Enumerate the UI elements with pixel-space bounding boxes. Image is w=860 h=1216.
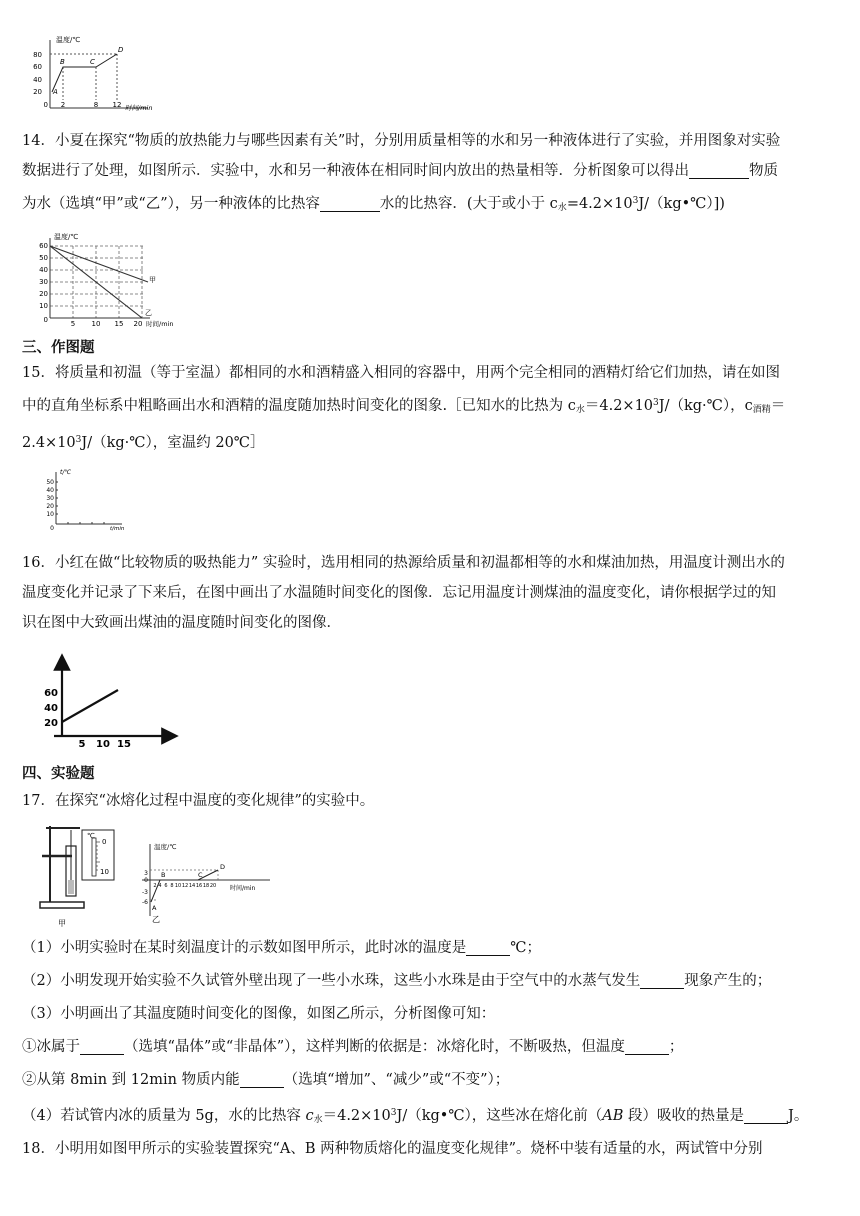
x-tick: 5: [78, 739, 86, 750]
x-tick: 6: [164, 883, 168, 889]
x-tick: 15: [114, 320, 124, 328]
question-text: 数据进行了处理，如图所示．实验中，水和另一种液体在相同时间内放出的热量相等．分析图象可以得出: [22, 163, 689, 179]
question-line: [22, 156, 832, 186]
point-label: D: [118, 46, 124, 54]
figure-caption: 甲: [58, 919, 66, 928]
stand-base: [40, 902, 84, 908]
apparatus-figure: [36, 822, 148, 928]
answer-blank[interactable]: [625, 1036, 669, 1055]
question-text: （选填“晶体”或“非晶体”），这样判断的依据是：冰熔化时，不断吸热，但温度: [124, 1039, 625, 1055]
x-tick: 5: [70, 320, 76, 328]
y-tick: 80: [33, 51, 42, 59]
origin-tick: 0: [43, 101, 48, 109]
question-15: [22, 358, 832, 458]
point-label: A: [152, 904, 157, 912]
question-text: 14．小夏在探究“物质的放热能力与哪些因素有关”时，分别用质量相等的水和另一种液体进行了实验，并用图象对实验: [22, 133, 781, 149]
origin-tick: 0: [50, 525, 54, 532]
x-axis-label: 时间/min: [230, 885, 256, 892]
superscript: 3: [75, 435, 82, 445]
question-text: J。: [788, 1108, 809, 1124]
answer-blank[interactable]: [640, 970, 684, 989]
question-text: 现象产生的；: [684, 973, 772, 989]
question-text: 识在图中大致画出煤油的温度随时间变化的图像．: [22, 615, 341, 631]
thermometer-tick: 10: [100, 868, 109, 876]
section-heading: 三、作图题: [22, 340, 95, 356]
point-label: A: [53, 88, 58, 96]
question-line: [22, 388, 832, 425]
x-tick: 10: [96, 739, 110, 750]
x-tick: 20: [133, 320, 143, 328]
x-tick: 12: [181, 883, 189, 889]
question-line: [22, 186, 832, 223]
superscript: 3: [632, 196, 639, 206]
x-tick: 8: [170, 883, 174, 889]
y-tick: 0: [43, 316, 48, 324]
x-tick: 2: [60, 101, 66, 109]
subscript: 酒精: [752, 405, 771, 415]
answer-blank[interactable]: [689, 160, 749, 179]
series-line-jia: [50, 246, 148, 282]
y-tick: 60: [33, 63, 42, 71]
y-tick: 40: [33, 76, 42, 84]
x-tick: 10: [91, 320, 101, 328]
question-line: [22, 126, 832, 156]
superscript: 3: [390, 1108, 397, 1118]
question-line: [22, 932, 832, 965]
question-line: [22, 998, 832, 1031]
y-tick: -6: [142, 899, 148, 906]
question-text: J/（kg·℃），室温约 20℃］: [81, 435, 265, 451]
question-line: [22, 548, 832, 578]
y-tick: -3: [142, 889, 148, 896]
question-text: ＝: [770, 398, 786, 414]
question-text: J/（kg·℃），c: [658, 398, 753, 414]
question-text: =4.2×10: [566, 196, 633, 212]
cooling-curve-figure: [28, 226, 188, 326]
answer-blank[interactable]: [466, 937, 510, 956]
y-tick: 20: [44, 718, 58, 729]
question-text: 17．在探究“冰熔化过程中温度的变化规律”的实验中。: [22, 793, 375, 809]
question-text: （选填“增加”、“减少”或“不变”）；: [283, 1072, 510, 1088]
question-text: 2.4×10: [22, 435, 76, 451]
question-text: 15．将质量和初温（等于室温）都相同的水和酒精盛入相同的容器中，用两个完全相同的酒精灯给它们加热，请在如图: [22, 365, 780, 381]
y-tick: 60: [39, 242, 48, 250]
point-label: D: [220, 863, 226, 871]
y-axis-label: 温度/℃: [56, 36, 81, 44]
question-text: J/（kg•℃），这些冰在熔化前（: [396, 1108, 603, 1124]
question-text: 中的直角坐标系中粗略画出水和酒精的温度随加热时间变化的图象.［已知水的比热为 c: [22, 398, 576, 414]
subscript: 水: [313, 1115, 323, 1125]
question-14: [22, 126, 832, 223]
point-label: B: [161, 871, 166, 879]
x-axis-label: t/min: [110, 526, 125, 532]
y-tick: 20: [33, 88, 42, 96]
question-text: 水的比热容．(大于或小于 c: [379, 196, 558, 212]
y-axis-label: 温度/℃: [154, 843, 177, 851]
x-tick: 14: [188, 883, 196, 889]
question-line: [22, 1031, 832, 1064]
answer-blank[interactable]: [744, 1105, 788, 1124]
subscript: 水: [575, 405, 585, 415]
question-text: （3）小明画出了其温度随时间变化的图像，如图乙所示，分析图像可知：: [22, 1006, 496, 1022]
series-label: 乙: [145, 309, 152, 317]
section-heading: 四、实验题: [22, 766, 95, 782]
question-18: [22, 1134, 832, 1164]
x-axis-label: 时间/min: [146, 320, 174, 328]
question-line: [22, 578, 832, 608]
x-tick: 2: [153, 883, 157, 889]
y-tick: 50: [46, 479, 54, 486]
question-17-items: [22, 932, 832, 1137]
y-tick: 30: [39, 278, 48, 286]
x-axis-label: 时间/min: [125, 104, 153, 112]
question-text: J/（kg•℃）]): [638, 196, 725, 212]
question-text: ②从第 8min 到 12min 物质内能: [22, 1072, 240, 1088]
y-tick: 3: [144, 870, 148, 877]
y-tick: 0: [144, 877, 148, 884]
x-tick: 16: [195, 883, 203, 889]
question-text: （4）若试管内冰的质量为 5g，水的比热容: [22, 1108, 306, 1124]
point-label: B: [60, 58, 65, 66]
x-tick: 10: [174, 883, 182, 889]
question-text: ＝4.2×10: [322, 1108, 391, 1124]
question-line: [22, 1064, 832, 1097]
question-line: [22, 965, 832, 998]
question-text: ＝4.2×10: [584, 398, 654, 414]
question-16: [22, 548, 832, 638]
superscript: 3: [653, 398, 659, 408]
water-line: [62, 690, 118, 722]
figure-caption: 乙: [152, 915, 160, 924]
question-text: c: [305, 1108, 314, 1124]
question-text: （1）小明实验时在某时刻温度计的示数如图甲所示，此时冰的温度是: [22, 940, 467, 956]
y-tick: 40: [46, 487, 54, 494]
x-tick: 12: [112, 101, 122, 109]
y-tick: 60: [44, 688, 58, 699]
y-tick: 50: [39, 254, 48, 262]
answer-blank[interactable]: [80, 1036, 124, 1055]
y-tick: 30: [46, 495, 54, 502]
question-text: 16．小红在做“比较物质的吸热能力” 实验时，选用相同的热源给质量和初温都相等的水和煤油加热，用温度计测出水的: [22, 555, 785, 571]
water-temperature-figure: [34, 656, 174, 748]
y-axis-label: t/℃: [60, 469, 72, 476]
x-tick: 4: [158, 883, 162, 889]
question-text: 物质: [749, 163, 778, 179]
ice-melting-graph: [138, 840, 278, 924]
question-text: ℃；: [510, 940, 541, 956]
thermometer-unit: ℃: [87, 832, 95, 840]
y-tick: 20: [46, 503, 54, 510]
question-text: 段）吸收的热量是: [623, 1108, 745, 1124]
y-tick: 10: [46, 511, 54, 518]
x-tick: 8: [93, 101, 99, 109]
question-line: [22, 608, 832, 638]
question-line: [22, 1097, 832, 1137]
x-tick: 15: [117, 739, 131, 750]
answer-blank[interactable]: [240, 1069, 284, 1088]
thermometer-tick: 0: [102, 838, 107, 846]
y-axis-label: 温度/℃: [54, 233, 79, 241]
question-text: 为水（选填“甲”或“乙”），另一种液体的比热容: [22, 196, 320, 212]
question-text: ①冰属于: [22, 1039, 80, 1055]
question-text: （2）小明发现开始实验不久试管外壁出现了一些小水珠，这些小水珠是由于空气中的水蒸气发生: [22, 973, 641, 989]
empty-axes-figure: [40, 466, 130, 536]
y-tick: 40: [39, 266, 48, 274]
x-tick: 20: [209, 883, 217, 889]
question-text: AB: [602, 1108, 624, 1124]
subscript: 水: [557, 203, 567, 213]
y-tick: 40: [44, 703, 58, 714]
point-label: C: [198, 871, 203, 879]
y-tick: 20: [39, 290, 48, 298]
series-label: 甲: [149, 276, 156, 284]
question-line: [22, 358, 832, 388]
point-label: C: [90, 58, 95, 66]
question-text: 18．小明用如图甲所示的实验装置探究“A、B 两种物质熔化的温度变化规律”。烧杯中装有适量的水，两试管中分别: [22, 1141, 763, 1157]
question-line: [22, 425, 832, 458]
x-tick: 18: [202, 883, 210, 889]
y-tick: 10: [39, 302, 48, 310]
question-17-intro: [22, 786, 832, 816]
answer-blank[interactable]: [320, 193, 380, 212]
question-text: 温度变化并记录了下来后，在图中画出了水温随时间变化的图像．忘记用温度计测煤油的温度变化，请你根据学过的知: [22, 585, 776, 601]
melting-curve-figure: [30, 34, 170, 114]
question-text: ；: [668, 1039, 684, 1055]
